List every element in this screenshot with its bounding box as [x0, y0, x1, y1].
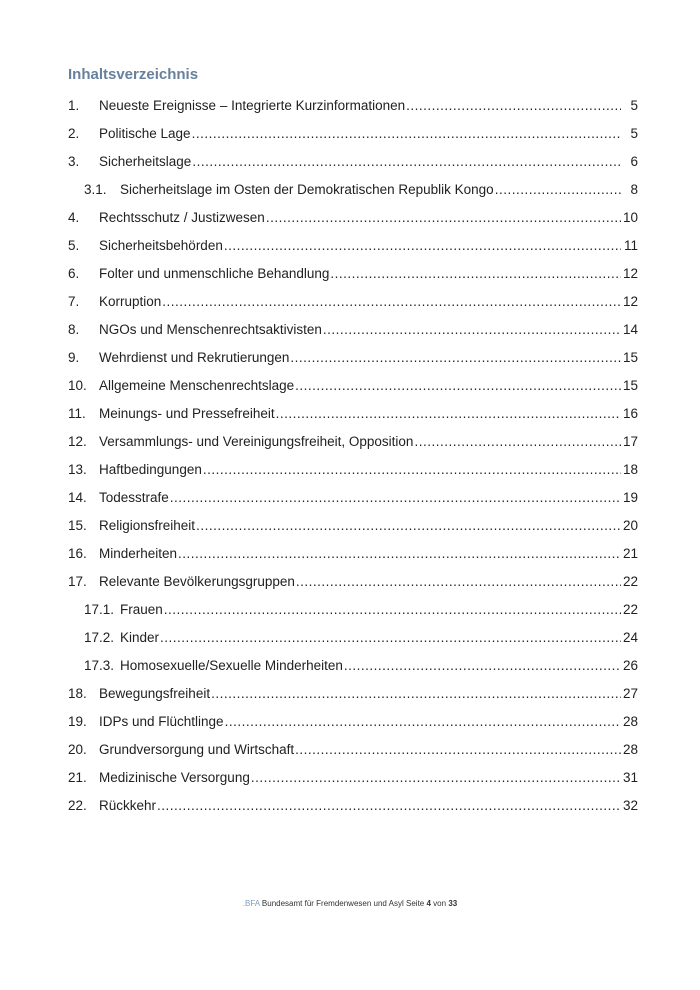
- toc-entry-page: 5: [630, 126, 638, 141]
- toc-entry-page: 19: [622, 490, 638, 505]
- toc-entry-number: 16.: [68, 546, 87, 561]
- toc-entry-title: IDPs und Flüchtlinge: [99, 714, 224, 729]
- dot-leader: [330, 260, 621, 288]
- toc-entry-title: Homosexuelle/Sexuelle Minderheiten: [120, 658, 343, 673]
- toc-entry-number: 7.: [68, 294, 80, 309]
- toc-entry[interactable]: [68, 316, 638, 344]
- dot-leader: [170, 484, 621, 512]
- toc-entry-number: 17.1.: [84, 602, 115, 617]
- toc-entry-number: 11.: [68, 406, 86, 421]
- dot-leader: [495, 176, 621, 204]
- dot-leader: [157, 792, 621, 820]
- dot-leader: [295, 736, 621, 764]
- toc-entry-number: 9.: [68, 350, 80, 365]
- toc-entry-page: 16: [622, 406, 638, 421]
- toc-entry-title: Wehrdienst und Rekrutierungen: [99, 350, 290, 365]
- toc-entry[interactable]: [68, 568, 638, 596]
- toc-entry-page: 22: [622, 602, 638, 617]
- dot-leader: [211, 680, 621, 708]
- toc-entry-title: Bewegungsfreiheit: [99, 686, 211, 701]
- toc-entry-title: Kinder: [120, 630, 160, 645]
- dot-leader: [192, 148, 621, 176]
- toc-entry-number: 14.: [68, 490, 87, 505]
- toc-entry-title: Haftbedingungen: [99, 462, 202, 477]
- toc-entry-title: Neueste Ereignisse – Integrierte Kurzinformationen: [99, 98, 406, 113]
- toc-entry-number: 13.: [68, 462, 87, 477]
- dot-leader: [178, 540, 621, 568]
- dot-leader: [296, 568, 621, 596]
- toc-entry-title: Medizinische Versorgung: [99, 770, 250, 785]
- toc-entry-page: 10: [622, 210, 638, 225]
- dot-leader: [323, 316, 621, 344]
- toc-entry-number: 1.: [68, 98, 80, 113]
- toc-entry-page: 31: [622, 770, 638, 785]
- toc-entry-page: 17: [622, 434, 638, 449]
- dot-leader: [276, 400, 621, 428]
- toc-entry-number: 12.: [68, 434, 87, 449]
- toc-entry[interactable]: [68, 288, 638, 316]
- toc-entry[interactable]: [68, 176, 638, 204]
- toc-entry-title: NGOs und Menschenrechtsaktivisten: [99, 322, 322, 337]
- toc-list: [68, 92, 638, 820]
- toc-entry-number: 17.: [68, 574, 87, 589]
- footer-page-total: 33: [448, 899, 458, 908]
- toc-entry-number: 21.: [68, 770, 87, 785]
- toc-entry-page: 18: [622, 462, 638, 477]
- toc-entry[interactable]: [68, 428, 638, 456]
- toc-entry-number: 4.: [68, 210, 80, 225]
- toc-entry[interactable]: [68, 120, 638, 148]
- toc-entry[interactable]: [68, 540, 638, 568]
- toc-entry[interactable]: [68, 92, 638, 120]
- toc-entry-number: 20.: [68, 742, 87, 757]
- toc-entry[interactable]: [68, 792, 638, 820]
- toc-entry-number: 10.: [68, 378, 87, 393]
- toc-entry-page: 15: [622, 378, 638, 393]
- toc-entry-title: Rückkehr: [99, 798, 157, 813]
- dot-leader: [295, 372, 621, 400]
- toc-entry-title: Sicherheitslage im Osten der Demokratischen Republik Kongo: [120, 182, 494, 197]
- dot-leader: [160, 624, 621, 652]
- dot-leader: [196, 512, 621, 540]
- toc-entry-number: 6.: [68, 266, 80, 281]
- toc-entry[interactable]: [68, 512, 638, 540]
- toc-entry-page: 24: [622, 630, 638, 645]
- toc-entry-number: 17.3.: [84, 658, 115, 673]
- toc-entry[interactable]: [68, 484, 638, 512]
- dot-leader: [162, 288, 621, 316]
- toc-entry-page: 26: [622, 658, 638, 673]
- toc-entry[interactable]: [68, 400, 638, 428]
- toc-entry-title: Sicherheitslage: [99, 154, 192, 169]
- toc-entry-title: Todesstrafe: [99, 490, 169, 505]
- toc-entry-page: 5: [630, 98, 638, 113]
- dot-leader: [203, 456, 621, 484]
- toc-entry-number: 2.: [68, 126, 80, 141]
- toc-entry-title: Versammlungs- und Vereinigungsfreiheit, Opposition: [99, 434, 414, 449]
- toc-entry-number: 3.: [68, 154, 80, 169]
- toc-entry[interactable]: [68, 232, 638, 260]
- toc-entry-title: Minderheiten: [99, 546, 178, 561]
- toc-entry-page: 12: [622, 294, 638, 309]
- toc-entry[interactable]: [68, 456, 638, 484]
- dot-leader: [192, 120, 621, 148]
- toc-entry-number: 15.: [68, 518, 87, 533]
- toc-entry-title: Grundversorgung und Wirtschaft: [99, 742, 295, 757]
- toc-entry-page: 15: [622, 350, 638, 365]
- toc-entry[interactable]: [68, 372, 638, 400]
- toc-entry-page: 21: [622, 546, 638, 561]
- dot-leader: [224, 232, 621, 260]
- toc-entry-title: Folter und unmenschliche Behandlung: [99, 266, 330, 281]
- footer-page-current: 4: [426, 899, 431, 908]
- toc-entry-page: 12: [622, 266, 638, 281]
- toc-entry-page: 28: [622, 714, 638, 729]
- toc-entry-number: 8.: [68, 322, 80, 337]
- page-footer: [0, 898, 700, 909]
- toc-entry[interactable]: [68, 260, 638, 288]
- toc-entry-title: Rechtsschutz / Justizwesen: [99, 210, 265, 225]
- toc-entry-page: 6: [630, 154, 638, 169]
- toc-entry-page: 20: [622, 518, 638, 533]
- toc-entry-number: 22.: [68, 798, 87, 813]
- toc-entry[interactable]: [68, 708, 638, 736]
- toc-entry-page: 11: [623, 238, 638, 253]
- toc-entry-page: 28: [622, 742, 638, 757]
- toc-entry-number: 17.2.: [84, 630, 115, 645]
- footer-page-label: Seite: [406, 899, 425, 908]
- toc-entry-number: 18.: [68, 686, 87, 701]
- dot-leader: [225, 708, 621, 736]
- toc-entry-number: 5.: [68, 238, 80, 253]
- toc-heading: Inhaltsverzeichnis: [68, 66, 199, 83]
- dot-leader: [164, 596, 621, 624]
- toc-entry[interactable]: [68, 344, 638, 372]
- toc-entry-number: 19.: [68, 714, 87, 729]
- toc-entry-title: Sicherheitsbehörden: [99, 238, 223, 253]
- toc-entry-title: Politische Lage: [99, 126, 191, 141]
- toc-entry[interactable]: [68, 764, 638, 792]
- toc-entry-title: Meinungs- und Pressefreiheit: [99, 406, 275, 421]
- toc-entry-title: Korruption: [99, 294, 162, 309]
- dot-leader: [406, 92, 621, 120]
- toc-entry-page: 22: [622, 574, 638, 589]
- toc-entry[interactable]: [68, 652, 638, 680]
- toc-entry[interactable]: [68, 596, 638, 624]
- dot-leader: [290, 344, 621, 372]
- toc-entry[interactable]: [68, 148, 638, 176]
- toc-entry[interactable]: [68, 680, 638, 708]
- footer-org-text: Bundesamt für Fremdenwesen und Asyl: [261, 899, 404, 908]
- toc-entry-page: 27: [622, 686, 638, 701]
- toc-entry[interactable]: [68, 204, 638, 232]
- dot-leader: [266, 204, 621, 232]
- bfa-logo-text: .BFA: [242, 899, 260, 908]
- dot-leader: [344, 652, 621, 680]
- footer-of-label: von: [433, 899, 447, 908]
- toc-entry-page: 32: [622, 798, 638, 813]
- toc-entry-title: Religionsfreiheit: [99, 518, 196, 533]
- toc-entry-page: 14: [622, 322, 638, 337]
- toc-entry[interactable]: [68, 736, 638, 764]
- toc-entry[interactable]: [68, 624, 638, 652]
- toc-entry-number: 3.1.: [84, 182, 107, 197]
- toc-entry-title: Allgemeine Menschenrechtslage: [99, 378, 295, 393]
- toc-entry-page: 8: [630, 182, 638, 197]
- dot-leader: [251, 764, 621, 792]
- toc-entry-title: Frauen: [120, 602, 163, 617]
- dot-leader: [414, 428, 621, 456]
- toc-entry-title: Relevante Bevölkerungsgruppen: [99, 574, 295, 589]
